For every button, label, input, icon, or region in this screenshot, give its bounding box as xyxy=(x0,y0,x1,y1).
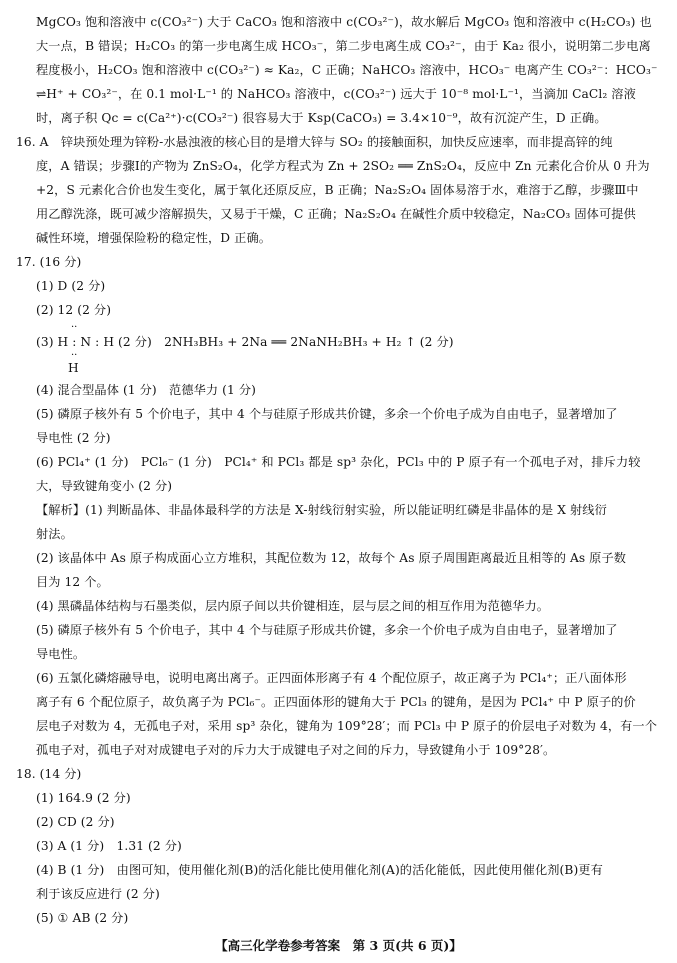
text-line: 时，离子积 Qc = c(Ca²⁺)·c(CO₃²⁻) 很容易大于 Ksp(CaCO₃) = 3.4×10⁻⁹，故有沉淀产生，D 正确。 xyxy=(36,111,607,125)
text-line: 用乙醇洗涤，既可减少溶解损失，又易于干燥，C 正确；Na₂S₂O₄ 在碱性介质中较稳定，Na₂CO₃ 固体可提供 xyxy=(36,207,636,221)
question-17-heading: 17. (16 分) xyxy=(16,255,82,269)
text-line: 碱性环境，增强保险粉的稳定性，D 正确。 xyxy=(36,231,272,245)
bond-dots: ·· xyxy=(71,350,78,361)
text-line: 大一点，B 错误；H₂CO₃ 的第一步电离生成 HCO₃⁻，第二步电离生成 CO₃²⁻，由于 Ka₂ 很小，说明第二步电离 xyxy=(36,39,651,53)
answer-line: (4) B (1 分) 由图可知，使用催化剂(B)的活化能比使用催化剂(A)的活化能低，因此使用催化剂(B)更有 xyxy=(36,863,603,877)
analysis-line: 【解析】(1) 判断晶体、非晶体最科学的方法是 X-射线衍射实验，所以能证明红磷是非晶体的是 X 射线衍 xyxy=(36,503,607,517)
text-line: 射法。 xyxy=(36,527,73,541)
text-line: 利于该反应进行 (2 分) xyxy=(36,887,160,901)
question-16-line: 16. A 锌块预处理为锌粉-水悬浊液的核心目的是增大锌与 SO₂ 的接触面积，加快反应速率，而非提高锌的纯 xyxy=(16,135,613,149)
analysis-line: (4) 黑磷晶体结构与石墨类似，层内原子间以共价键相连，层与层之间的相互作用为范德华力。 xyxy=(36,599,550,613)
question-18-heading: 18. (14 分) xyxy=(16,767,82,781)
answer-line: (2) 12 (2 分) xyxy=(36,303,112,317)
page-footer: 【高三化学卷参考答案 第 3 页(共 6 页)】 xyxy=(215,938,462,953)
text-line: 度，A 错误；步骤Ⅰ的产物为 ZnS₂O₄，化学方程式为 Zn + 2SO₂ ══ ZnS₂O₄，反应中 Zn 元素化合价从 0 升为 xyxy=(36,159,650,173)
analysis-line: (2) 该晶体中 As 原子构成面心立方堆积，其配位数为 12，故每个 As 原子周围距离最近且相等的 As 原子数 xyxy=(36,551,627,565)
text-line: 层电子对数为 4，无孤电子对，采用 sp³ 杂化，键角为 109°28′；而 PCl₃ 中 P 原子的价层电子对数为 4，有一个 xyxy=(36,719,657,733)
analysis-line: (5) 磷原子核外有 5 个价电子，其中 4 个与硅原子形成共价键，多余一个价电子成为自由电子，显著增加了 xyxy=(36,623,618,637)
electron-formula-h: H xyxy=(68,361,79,375)
text-line: MgCO₃ 饱和溶液中 c(CO₃²⁻) 大于 CaCO₃ 饱和溶液中 c(CO₃²⁻)，故水解后 MgCO₃ 饱和溶液中 c(H₂CO₃) 也 xyxy=(36,15,652,29)
text-line: 孤电子对，孤电子对对成键电子对的斥力大于成键电子对之间的斥力，导致键角小于 109°28′。 xyxy=(36,743,556,757)
answer-line: (4) 混合型晶体 (1 分) 范德华力 (1 分) xyxy=(36,383,257,397)
answer-line: (3) A (1 分) 1.31 (2 分) xyxy=(36,839,182,853)
text-line: 导电性 (2 分) xyxy=(36,431,111,445)
answer-line: (6) PCl₄⁺ (1 分) PCl₆⁻ (1 分) PCl₄⁺ 和 PCl₃ 都是 sp³ 杂化，PCl₃ 中的 P 原子有一个孤电子对，排斥力较 xyxy=(36,455,641,469)
answer-line: (1) D (2 分) xyxy=(36,279,106,293)
text-line: 大，导致键角变小 (2 分) xyxy=(36,479,173,493)
text-line: 导电性。 xyxy=(36,647,86,661)
text-line: 程度极小，H₂CO₃ 饱和溶液中 c(CO₃²⁻) ≈ Ka₂，C 正确；NaHCO₃ 溶液中，HCO₃⁻ 电离产生 CO₃²⁻：HCO₃⁻ xyxy=(36,63,657,77)
answer-line: (2) CD (2 分) xyxy=(36,815,115,829)
text-line: 离子有 6 个配位原子，故负离子为 PCl₆⁻。正四面体形的键角大于 PCl₃ 的键角，是因为 PCl₄⁺ 中 P 原子的价 xyxy=(36,695,636,709)
text-line: 目为 12 个。 xyxy=(36,575,109,589)
text-line: ⇌H⁺ + CO₃²⁻，在 0.1 mol·L⁻¹ 的 NaHCO₃ 溶液中，c(CO₃²⁻) 远大于 10⁻⁸ mol·L⁻¹，当滴加 CaCl₂ 溶液 xyxy=(36,87,636,101)
electron-formula-line: (3) H : N : H (2 分) 2NH₃BH₃ + 2Na ══ 2NaNH₂BH₃ + H₂ ↑ (2 分) xyxy=(36,335,454,349)
lone-pair-dots: ·· xyxy=(71,322,78,333)
text-line: +2，S 元素化合价也发生变化，属于氧化还原反应，B 正确；Na₂S₂O₄ 固体易溶于水，难溶于乙醇，步骤Ⅲ中 xyxy=(36,183,639,197)
answer-line: (5) ① AB (2 分) xyxy=(36,911,129,925)
answer-line: (1) 164.9 (2 分) xyxy=(36,791,131,805)
answer-line: (5) 磷原子核外有 5 个价电子，其中 4 个与硅原子形成共价键，多余一个价电子成为自由电子，显著增加了 xyxy=(36,407,618,421)
analysis-line: (6) 五氯化磷熔融导电，说明电离出离子。正四面体形离子有 4 个配位原子，故正离子为 PCl₄⁺；正八面体形 xyxy=(36,671,627,685)
